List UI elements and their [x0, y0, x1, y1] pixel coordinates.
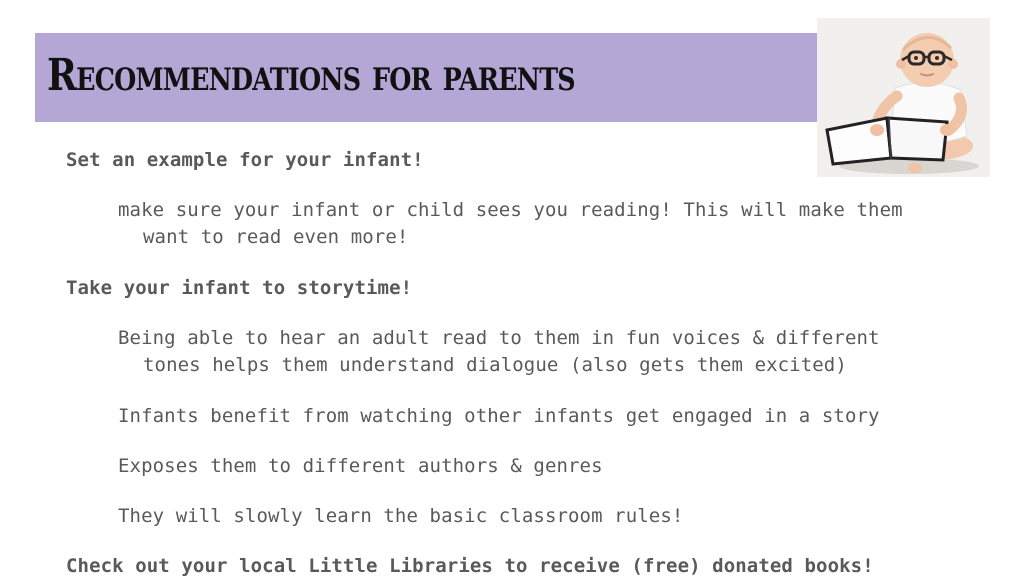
- bullet-line: They will slowly learn the basic classroom rules!: [118, 505, 684, 527]
- bullet-line: Being able to hear an adult read to them in fun voices & different: [118, 327, 880, 349]
- slide-title: Recommendations for parents: [47, 50, 575, 101]
- bullet-line-continued: want to read even more!: [143, 226, 409, 248]
- bullet-line: Exposes them to different authors & genres: [118, 455, 603, 477]
- bullet-line: Infants benefit from watching other infants get engaged in a story: [118, 405, 880, 427]
- bullet-line: make sure your infant or child sees you reading! This will make them: [118, 199, 903, 221]
- bullet-line-continued: tones helps them understand dialogue (also gets them excited): [143, 354, 847, 376]
- heading-little-libraries: Check out your local Little Libraries to receive (free) donated books!: [66, 555, 874, 577]
- heading-set-example: Set an example for your infant!: [66, 149, 424, 171]
- heading-storytime: Take your infant to storytime!: [66, 277, 413, 299]
